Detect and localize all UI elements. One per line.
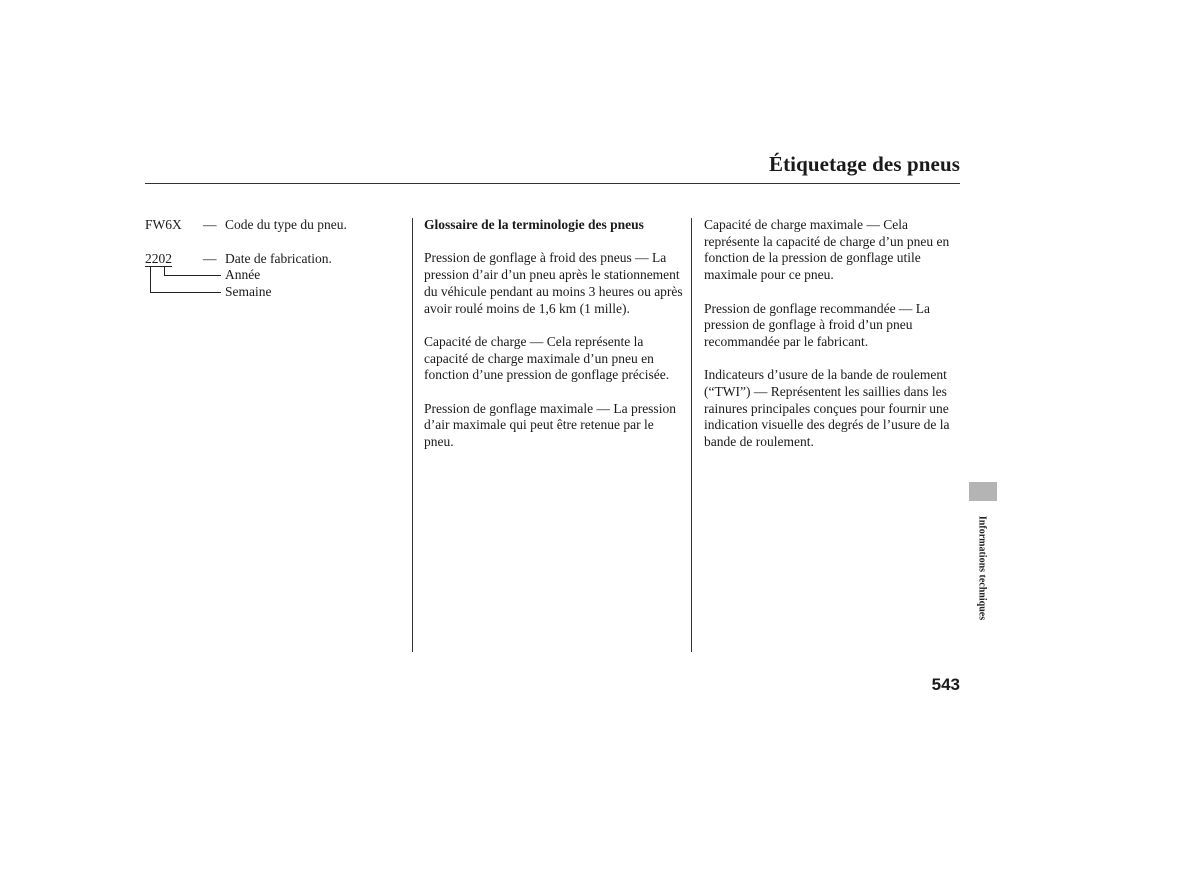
tire-type-dash: — [203, 217, 217, 232]
year-connector-horizontal [164, 275, 221, 276]
glossary-column [424, 217, 686, 467]
glossary-column-continued [704, 217, 966, 468]
week-connector-horizontal [150, 292, 221, 293]
glossary-paragraph: Capacité de charge maximale — Cela représente la capacité de charge d’un pneu en fonction de la pression de gonflage utile maximale pour ce pneu. [704, 217, 950, 283]
date-code-description: Date de fabrication. [225, 251, 332, 266]
tire-type-description: Code du type du pneu. [225, 217, 347, 232]
week-label: Semaine [225, 284, 272, 299]
section-label: Informations techniques [976, 515, 988, 621]
column-divider-right [691, 218, 692, 652]
glossary-paragraph: Capacité de charge — Cela représente la capacité de charge maximale d’un pneu en fonction d’une pression de gonflage précisée. [424, 333, 670, 383]
header-rule [145, 183, 960, 184]
page-number: 543 [931, 675, 960, 694]
date-code: 2202 [145, 251, 172, 266]
glossary-paragraph: Pression de gonflage recommandée — La pression de gonflage à froid d’un pneu recommandée par le fabricant. [704, 300, 931, 349]
glossary-paragraph: Pression de gonflage à froid des pneus — La pression d’air d’un pneu après le stationnement du véhicule pendant au moins 3 heures ou après avoir roulé moins de 1,6 km (1 mille). [424, 250, 683, 316]
page-title: Étiquetage des pneus [768, 152, 960, 176]
glossary-paragraph: Indicateurs d’usure de la bande de roulement (“TWI”) — Représentent les saillies dans les rainures principales conçues pour fournir une indication visuelle des degrés de l’usure de la bande de roulement. [704, 367, 950, 450]
section-tab-marker [969, 482, 997, 501]
year-label: Année [225, 267, 261, 282]
glossary-heading: Glossaire de la terminologie des pneus [424, 217, 644, 232]
glossary-paragraph: Pression de gonflage maximale — La pression d’air maximale qui peut être retenue par le pneu. [424, 400, 676, 450]
week-connector-vertical [150, 266, 151, 293]
tire-type-code: FW6X [145, 217, 182, 232]
date-code-dash: — [203, 251, 217, 266]
column-divider-left [412, 218, 413, 652]
